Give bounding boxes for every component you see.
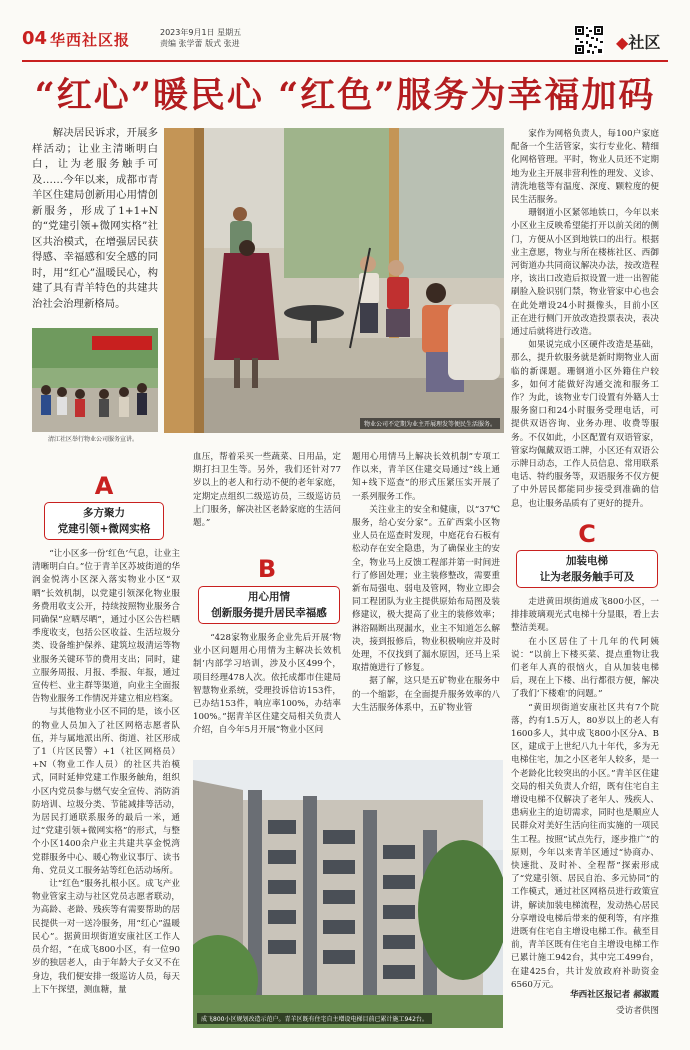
column-3: 题用心用情马上解决长效机制”专项工作以来，青羊区住建交局通过“线上通知+线下巡查”的形式压紧压实开展了一系列服务工作。 关注业主的安全和健康，以“37℃服务，给心安分家”。五矿西棠小区物业人员在巡查时发现，中庭花台石板有松动存在安全隐患，为了确保业主的安全，物业马上反馈工程部并第一时间进行了修固处理；业主装修整改，需要重新布局强电、弱电及管网，物业立即会同工程团队为业主提供原始布局图及装修建议，极大提高了业主的装修效率；淋浴隔断出现漏水，业主不知道怎么解决，接到报修后，物业积极响应并及时处理，不仅找到了漏水原因，还马上采取措施进行了修复。 据了解，这只是五矿物业在服务中的一个缩影，在全面提升服务效率的八大生活服务体系中，五矿物业管 [352,452,500,713]
top-photo-caption: 物业公司不定期为业主开展理发等便民生活服务。 [360,418,500,429]
elevator-building-photo [193,760,503,1028]
section-c-title-line2: 让为老服务触手可及 [539,571,635,583]
section-a-letter: A [94,472,114,500]
section-c-letter: C [578,520,596,548]
column-1: “让小区多一份‘红色’气息，让业主清晰明白白。”位于青羊区苏坡街道的华润金悦湾小区深入落实物业小区“双晒”长效机制，以党建引领深化物业服务费用收支公开，持续按照物业服务合同确保“应晒尽晒”，通过小区公告栏晒季度收支，包括公区收益、生活垃圾分类、设备维护保养、建筑垃圾清运等物业服务关键环节的费用支出；同时，建立服务周报、月报、季报、年报，通过宣传栏、业主群等渠道，向业主全面报告物业服务工作情况并建立相应档案。 与其他物业小区不同的是，该小区的物业人员加入了社区网格志愿者队伍，并与属地派出所、街道、社区形成了1（片区民警）+1（社区网格员）+N（物业工作人员）的社区共治模式，同时延伸党建工作服务触角，组织小区内党员参与燃气安全宣传、消防消防培训、垃圾分类、节能减排等活动，为居民打通联系服务的最后一米，通过“党建引领+微网实格”的形式，与整个小区1400余户业主共建共享金悦湾党群服务中心、暖心物业议事厅、读书角、党员义工服务站等红色活动场所。 让“红色”服务扎根小区。成飞产业物业管家主动与社区党员志愿者联动，为高龄、老龄、残疾等有需要帮助的居民提供一对一送冷服务，用“红心”温暖民心”。据黄田坝街道安康社区工作人员介绍，“在成飞800小区，有一位90岁的独居老人，由于年龄大子女又不在身边，我们便安排一级巡访人员，每天上下午探望，测血糖，量 [32,549,180,995]
column-2: 血压，帮着采买一些蔬菜、日用品，定期打扫卫生等。另外，我们还针对77岁以上的老人和行动不便的老年家庭，定期定点组织二级巡访员，三级巡访员上门服务，解决社区老龄家庭的生活问题。” [193,452,341,529]
event-photo-illustration [32,328,158,432]
page-number: 04 [22,28,48,49]
small-photo-caption: 清江社区举行物业公司服务宣讲。 [48,436,139,443]
reporter-byline: 华西社区报记者 郝淑霞 [570,990,659,1000]
section-c-title [516,550,658,588]
headline: “红心”暖民心 “红色”服务为幸福加码 [34,75,656,116]
paper-name: 华西社区报 [50,31,131,49]
editors-line: 责编 张学蕾 版式 张进 [160,39,240,48]
section-b-title-line1: 用心用情 [248,591,290,603]
column-2-body: “428家物业服务企业先后开展‘物业小区问题用心用情为主解决长效机制’内部学习培训，涉及小区499个，项目经理478人次。依托成都市住建局智慧物业系统，受理投诉信访153件，已办结153件，响应率100%，办结率100%。”据青羊区住建交局相关负责人介绍，自今年5月开展“物业小区问 [193,633,341,736]
section-a-title-line2: 党建引领+微网实格 [57,523,151,535]
section-b-letter: B [257,555,277,583]
masthead [22,22,668,58]
signature [511,988,659,1016]
photo-credit: 受访者供图 [616,1006,659,1016]
column-right-top: 家作为网格负责人，每100户家庭配备一个生活管家，实行专业化、精细化网格管理。平时，物业人员还不定期地为业主开展非营利性的理发、义诊、清洗地毯等有温度、深度、颗粒度的便民生活服务。 珊钢道小区紧邻地铁口，今年以来小区业主反映希望能打开以前关闭的侧门，方便从小区到地铁口的出行。根据业主意愿，物业与所在楼栋社区、西御河街道办共同商议解决办法，按改造程序，该出口改造后拟设置一进一出智能刷脸入脸识别门禁，物业管家中心也会在此处增设24小时摄像头，目前小区正在进行侧门开放改造投票表决，表决通过后就将进行改造。 如果说完成小区硬件改造是基础，那么，提升软服务就是新时期物业人面临的新课题。珊钢道小区外籍住户较多，如何才能做好沟通交流和服务工作？为此，该物业专门设置有外籍人士服务窗口和24小时服务受理电话，可提供双语咨询、业务办理、收费等服务。不仅如此，小区配置有双语管家，管家均佩戴双语工牌，小区还有双语公示牌日动态，工作人员信息、常用联系电话、特约服务等，双语服务不仅方便了中外居民都能同步接受到准确的信息，也让服务品质有了更好的提升。 [511,129,659,509]
section-a-title-line1: 多方聚力 [83,507,125,519]
haircut-service-photo [164,128,504,433]
column-4: 走进黄田坝街道成飞800小区，一排排玻璃观光式电梯十分显眼，看上去整洁美观。 在小区居住了十几年的代阿姨说：“以前上下楼买菜、提点重物让我们老年人真的很恼火，自从加装电梯后，现在上下楼、出行都很方便，解决了我们‘下楼难’的问题。” “黄田坝街道安康社区共有7个院落，约有1.5万人，80岁以上的老人有1600多人，其中成飞800小区分A、B区，建成于上世纪八九十年代，多为无电梯住宅，加之小区老年人较多，是一个老龄化比较突出的小区。”青羊区住建交局的相关负责人介绍，既有住宅自主增设电梯不仅解决了老年人、残疾人、患病业主的迫切需求，同时也是顺应人民群众对美好生活向往而实施的一项民生工程。按照“试点先行，逐步推广”的原则，今年以来青羊区通过“协商办、快速批、及时补、全程帮”探索形成了“党建引领、居民自治、多元协同”的工作模式，通过社区网格员进行政策宣讲，解读加装电梯流程，发动热心居民分享增设电梯后带来的便利等，有序推进既有住宅自主增设电梯工作。截至目前，青羊区既有住宅自主增设电梯工作已累计施工942台，其中完工499台，在建425台，共计发放政府补助资金6560万元。 [511,597,659,990]
section-marker-icon: ◆ [616,33,629,52]
section-name: ◆社区 [616,33,661,52]
bottom-photo-caption: 成飞800小区规划改造示范户。青羊区既有住宅自主增设电梯目前已累计施工942台。 [197,1013,432,1024]
haircut-photo-illustration [164,128,504,433]
building-photo-illustration [193,760,503,1028]
issue-date: 2023年9月1日 星期五 [160,28,242,37]
section-b-title-line2: 创新服务提升居民幸福感 [211,607,327,619]
section-a-title [44,502,164,540]
community-event-photo [32,328,158,432]
masthead-rule [22,60,668,62]
section-c-title-line1: 加装电梯 [566,555,608,567]
lead-paragraph: 解决居民诉求，开展多样活动；让业主清晰明白白，让为老服务触手可及……今年以来，成都市青羊区住建局创新用心用情创新服务，形成了1+1+N的“党建引领+微网实格”社区共治模式，在增强居民获得感、幸福感和安全感的同时，用“红心”温暖民心，构建了具有青羊特色的共建共治社会治理新格局。 [32,127,158,310]
issue-meta [160,27,241,49]
section-b-title [198,586,340,624]
qr-code-icon [574,25,604,55]
